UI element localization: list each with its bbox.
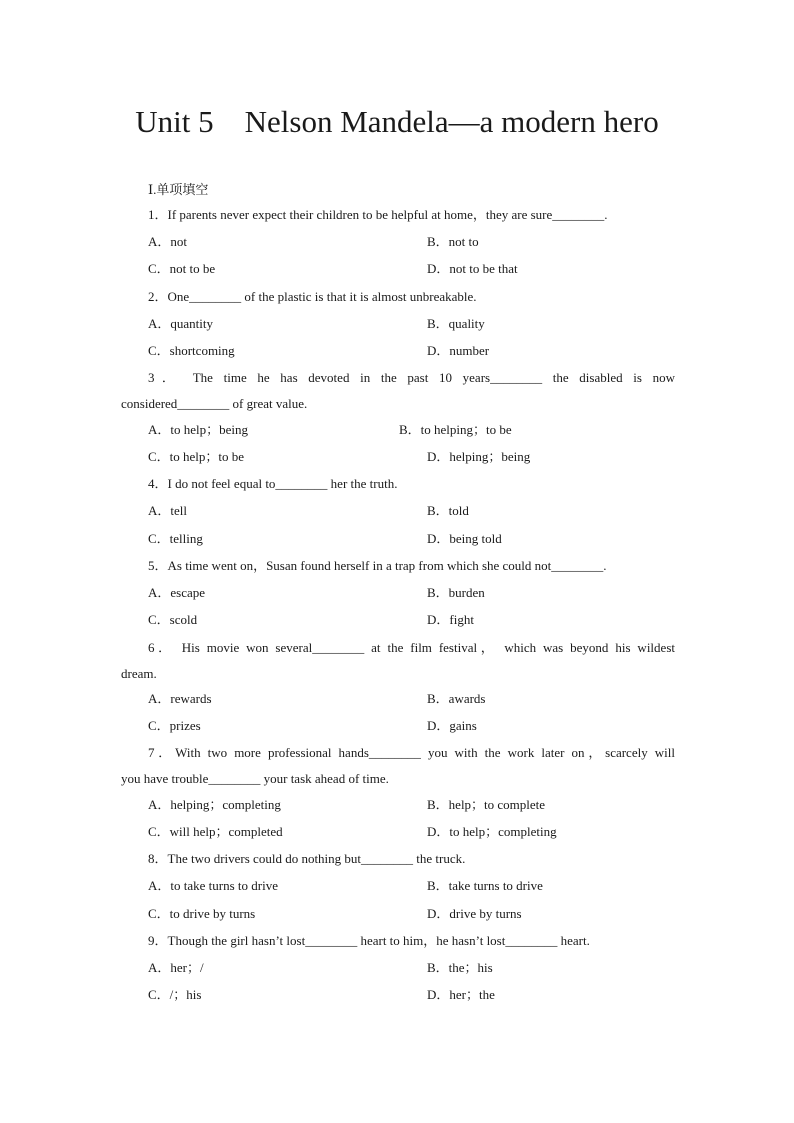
question-9-stem: 9．Though the girl hasn’t lost________ heart to him，he hasn’t lost________ heart. <box>148 933 590 948</box>
page-title: Unit 5 Nelson Mandela—a modern hero <box>135 104 659 139</box>
question-9-option-a: A．her；/ <box>148 960 204 975</box>
question-5-option-c: C．scold <box>148 612 198 627</box>
question-3-stem-line-2: considered________ of great value. <box>121 396 308 411</box>
question-6-option-c: C．prizes <box>148 718 201 733</box>
question-5-option-b: B．burden <box>427 585 485 600</box>
question-3-option-c: C．to help；to be <box>148 449 245 464</box>
question-7-option-a: A．helping；completing <box>148 797 281 812</box>
question-4-option-c: C．telling <box>148 531 203 546</box>
question-4-option-d: D．being told <box>427 531 502 546</box>
question-7-option-d: D．to help；completing <box>427 824 557 839</box>
question-6-option-a: A．rewards <box>148 691 212 706</box>
question-9-option-c: C．/；his <box>148 987 202 1002</box>
question-3-option-b: B．to helping；to be <box>399 422 512 437</box>
question-8-stem: 8．The two drivers could do nothing but________ the truck. <box>148 851 466 866</box>
question-7-option-c: C．will help；completed <box>148 824 283 839</box>
question-3 <box>121 365 675 417</box>
question-2-option-d: D．number <box>427 343 490 358</box>
question-5 <box>121 553 675 579</box>
question-9-option-d: D．her；the <box>427 987 495 1002</box>
question-8-option-a: A．to take turns to drive <box>148 878 278 893</box>
question-3-option-d: D．helping；being <box>427 449 531 464</box>
question-6-stem-line-1: 6． His movie won several________ at the film festival， which was beyond his wildest <box>148 640 675 655</box>
question-7-stem-line-2: you have trouble________ your task ahead of time. <box>121 771 389 786</box>
question-5-stem: 5．As time went on，Susan found herself in a trap from which she could not________. <box>148 558 607 573</box>
question-1-option-b: B．not to <box>427 234 479 249</box>
question-5-option-d: D．fight <box>427 612 474 627</box>
question-9 <box>121 928 675 954</box>
question-9-option-b: B．the；his <box>427 960 493 975</box>
question-2-option-b: B．quality <box>427 316 485 331</box>
question-4 <box>121 471 675 497</box>
question-6-option-d: D．gains <box>427 718 477 733</box>
question-6 <box>121 635 675 687</box>
question-1-stem: 1．If parents never expect their children to be helpful at home，they are sure________. <box>148 207 608 222</box>
section-heading: Ⅰ.单项填空 <box>148 182 209 197</box>
question-2-stem: 2．One________ of the plastic is that it is almost unbreakable. <box>148 289 477 304</box>
question-5-option-a: A．escape <box>148 585 206 600</box>
question-1 <box>121 202 675 228</box>
question-3-option-a: A．to help；being <box>148 422 249 437</box>
question-7 <box>121 740 675 792</box>
question-2 <box>121 284 675 310</box>
question-1-option-d: D．not to be that <box>427 261 518 276</box>
question-4-option-b: B．told <box>427 503 469 518</box>
question-1-option-a: A．not <box>148 234 188 249</box>
question-6-option-b: B．awards <box>427 691 486 706</box>
question-2-option-c: C．shortcoming <box>148 343 235 358</box>
question-6-stem-line-2: dream. <box>121 666 157 681</box>
question-3-stem-line-1: 3． The time he has devoted in the past 10 years________ the disabled is now <box>148 370 675 385</box>
question-8 <box>121 846 675 872</box>
question-1-option-c: C．not to be <box>148 261 216 276</box>
question-2-option-a: A．quantity <box>148 316 213 331</box>
question-8-option-d: D．drive by turns <box>427 906 522 921</box>
question-4-option-a: A．tell <box>148 503 187 518</box>
question-8-option-c: C．to drive by turns <box>148 906 256 921</box>
question-8-option-b: B．take turns to drive <box>427 878 543 893</box>
question-7-stem-line-1: 7．With two more professional hands________ you with the work later on，scarcely will <box>148 745 675 760</box>
question-7-option-b: B．help；to complete <box>427 797 546 812</box>
question-4-stem: 4．I do not feel equal to________ her the truth. <box>148 476 398 491</box>
